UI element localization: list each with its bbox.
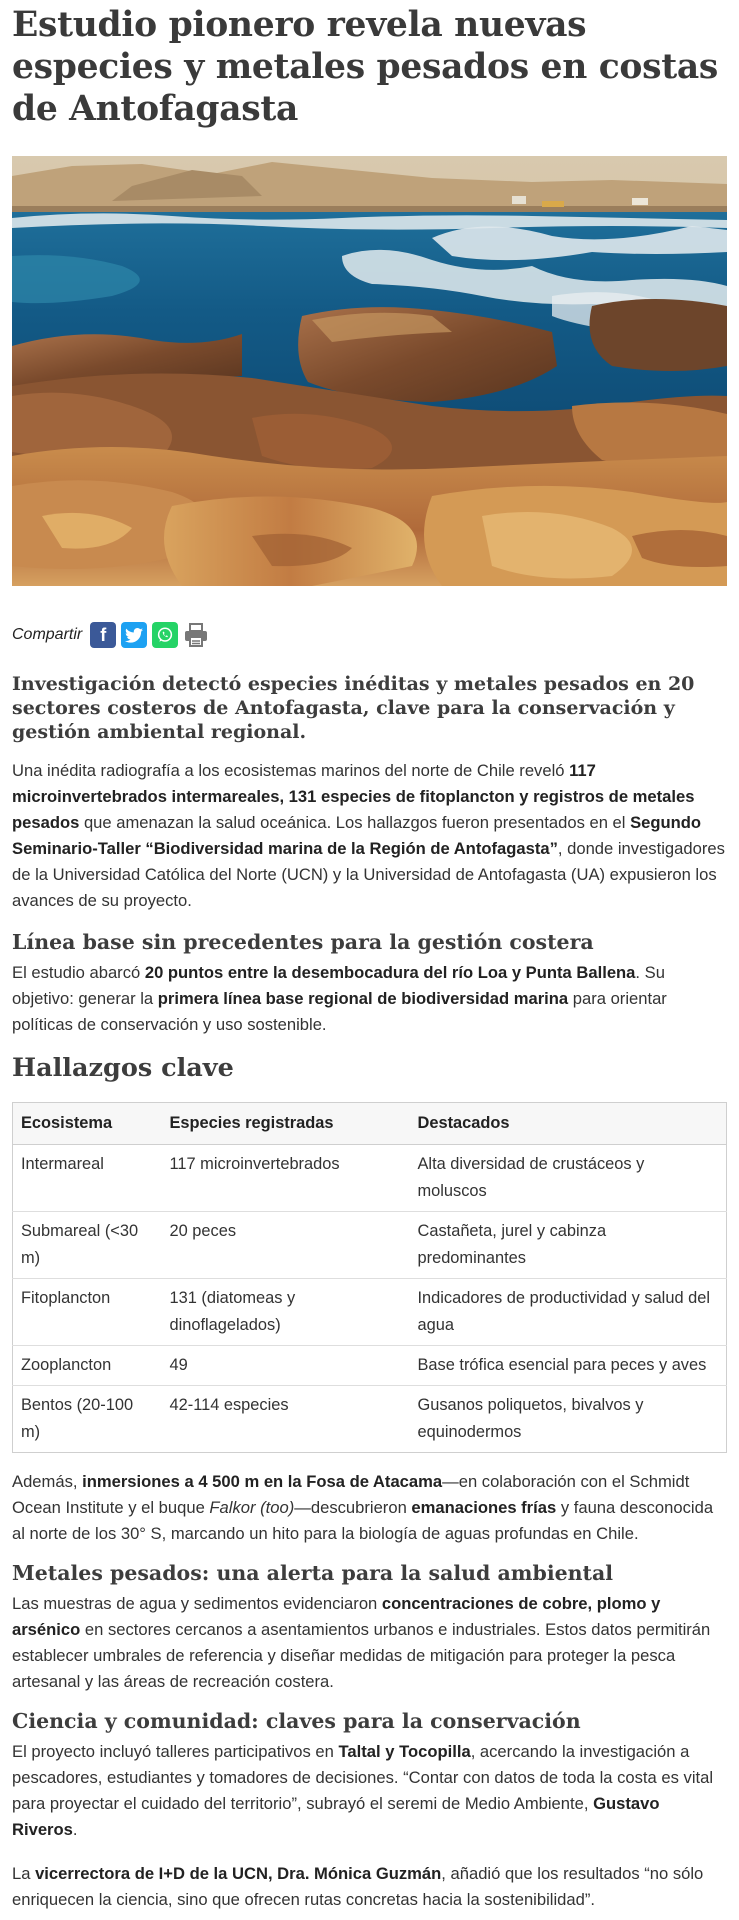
heading-linea-base: Línea base sin precedentes para la gestión costera — [12, 930, 594, 954]
table-cell: 20 peces — [162, 1212, 410, 1279]
facebook-share-button[interactable] — [90, 622, 116, 648]
whatsapp-icon — [156, 626, 174, 644]
coast-photo-illustration — [12, 156, 727, 586]
twitter-share-button[interactable] — [121, 622, 147, 648]
table-cell: 49 — [162, 1346, 410, 1386]
article-title: Estudio pionero revela nuevas especies y metales pesados en costas de Antofagasta — [12, 5, 719, 129]
table-header-row — [13, 1103, 727, 1145]
paragraph-intro: Una inédita radiografía a los ecosistemas marinos del norte de Chile reveló 117 microinvertebrados intermareales, 131 especies de fitoplancton y registros de metales pesados que amenazan la salud oceánica. Los hallazgos fueron presentados en el Segundo Seminario-Taller “Biodiversidad marina de la Región de Antofagasta”, donde investigadores de la Universidad Católica del Norte (UCN) y la Universidad de Antofagasta (UA) expusieron los avances de su proyecto. — [12, 761, 725, 910]
table-row — [13, 1212, 727, 1279]
article-lead: Investigación detectó especies inéditas y metales pesados en 20 sectores costeros de Antofagasta, clave para la conservación y gestión ambiental regional. — [12, 673, 695, 743]
table-header: Especies registradas — [162, 1103, 410, 1145]
table-cell: 42-114 especies — [162, 1386, 410, 1453]
table-cell: Gusanos poliquetos, bivalvos y equinodermos — [410, 1386, 727, 1453]
table-cell: Castañeta, jurel y cabinza predominantes — [410, 1212, 727, 1279]
table-cell: Alta diversidad de crustáceos y moluscos — [410, 1145, 727, 1212]
paragraph-vicerrectora: La vicerrectora de I+D de la UCN, Dra. Mónica Guzmán, añadió que los resultados “no sólo enriquecen la ciencia, sino que ofrecen rutas concretas hacia la sostenibilidad”. — [12, 1864, 704, 1909]
paragraph-fosa-atacama: Además, inmersiones a 4 500 m en la Fosa de Atacama—en colaboración con el Schmidt Ocean Institute y el buque Falkor (too)—descubrieron emanaciones frías y fauna desconocida al norte de los 30° S, marcando un hito para la biología de aguas profundas en Chile. — [12, 1472, 714, 1543]
heading-hallazgos: Hallazgos clave — [12, 1053, 234, 1083]
table-row — [13, 1386, 727, 1453]
table-row — [13, 1279, 727, 1346]
table-cell: Base trófica esencial para peces y aves — [410, 1346, 727, 1386]
table-header: Ecosistema — [13, 1103, 162, 1145]
table-cell: 131 (diatomeas y dinoflagelados) — [162, 1279, 410, 1346]
heading-metales: Metales pesados: una alerta para la salud ambiental — [12, 1561, 614, 1585]
whatsapp-share-button[interactable] — [152, 622, 178, 648]
heading-ciencia: Ciencia y comunidad: claves para la conservación — [12, 1709, 581, 1733]
paragraph-linea-base: El estudio abarcó 20 puntos entre la desembocadura del río Loa y Punta Ballena. Su objetivo: generar la primera línea base regional de biodiversidad marina para orientar políticas de conservación y uso sostenible. — [12, 963, 667, 1034]
table-cell: Bentos (20-100 m) — [13, 1386, 162, 1453]
paragraph-ciencia: El proyecto incluyó talleres participativos en Taltal y Tocopilla, acercando la investigación a pescadores, estudiantes y tomadores de decisiones. “Contar con datos de toda la costa es vital para proyectar el cuidado del territorio”, subrayó el seremi de Medio Ambiente, Gustavo Riveros. — [12, 1742, 714, 1839]
print-button[interactable] — [183, 622, 209, 648]
share-bar — [12, 621, 727, 649]
table-cell: Indicadores de productividad y salud del agua — [410, 1279, 727, 1346]
print-icon — [183, 622, 209, 648]
findings-table — [12, 1102, 727, 1453]
hero-image-coast — [12, 156, 727, 586]
table-cell: 117 microinvertebrados — [162, 1145, 410, 1212]
table-row — [13, 1346, 727, 1386]
facebook-icon: f — [100, 624, 107, 645]
table-cell: Zooplancton — [13, 1346, 162, 1386]
share-label: Compartir — [12, 626, 83, 643]
table-row — [13, 1145, 727, 1212]
table-cell: Submareal (<30 m) — [13, 1212, 162, 1279]
twitter-icon — [125, 628, 143, 643]
table-cell: Fitoplancton — [13, 1279, 162, 1346]
table-cell: Intermareal — [13, 1145, 162, 1212]
table-header: Destacados — [410, 1103, 727, 1145]
paragraph-metales: Las muestras de agua y sedimentos evidenciaron concentraciones de cobre, plomo y arsénico en sectores cercanos a asentamientos urbanos e industriales. Estos datos permitirán establecer umbrales de referencia y diseñar medidas de mitigación para proteger la pesca artesanal y las áreas de recreación costera. — [12, 1594, 711, 1691]
